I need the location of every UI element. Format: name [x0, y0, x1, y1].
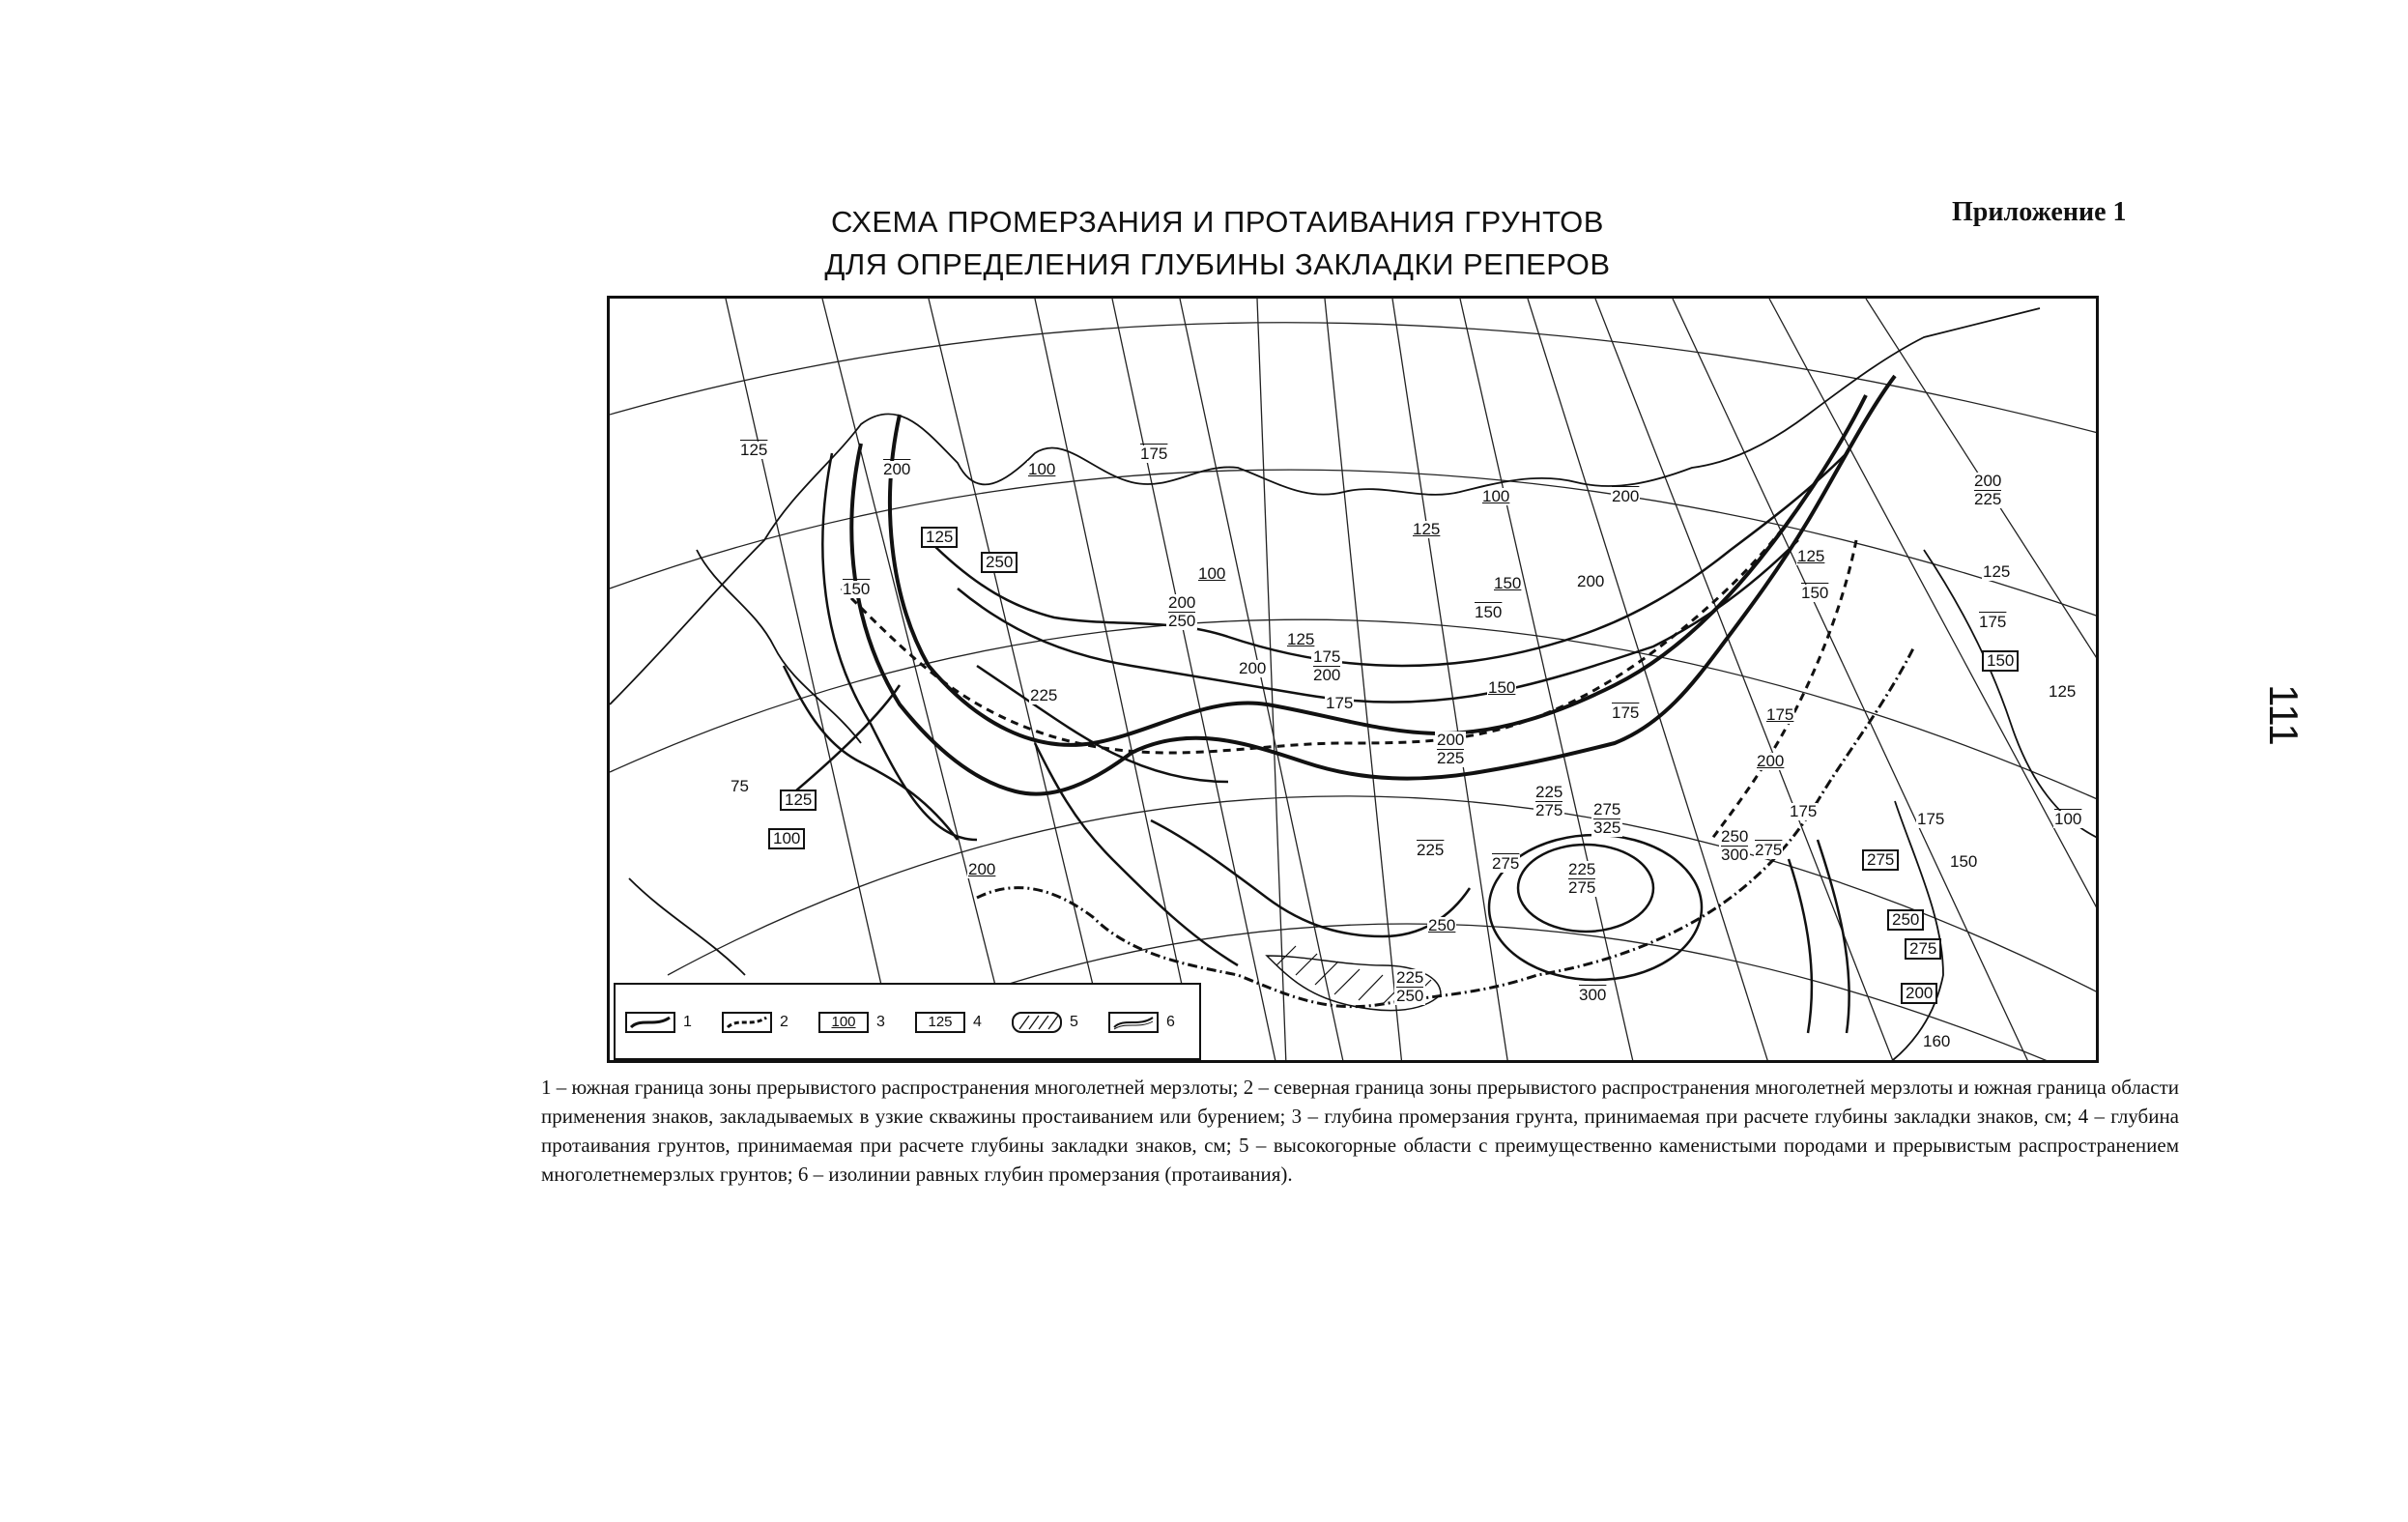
- legend-number: 2: [780, 1014, 788, 1030]
- map-label: 300: [1579, 986, 1607, 1004]
- map-fraction: [1394, 969, 1425, 1005]
- map-label: 100: [1198, 564, 1226, 583]
- map-label: 175: [1979, 613, 2007, 631]
- legend-item-5: [1012, 1010, 1078, 1035]
- legend-item-6: [1108, 1010, 1175, 1035]
- fraction-numerator: 200: [1974, 472, 2002, 490]
- fraction-denominator: 225: [1974, 490, 2002, 508]
- map-fraction: [1719, 828, 1750, 864]
- map-label: 275: [1492, 854, 1520, 873]
- map-label: 150: [1982, 650, 2019, 672]
- fraction-denominator: 300: [1721, 846, 1749, 864]
- map-label: 225: [1030, 686, 1058, 704]
- legend-number: 3: [876, 1014, 885, 1030]
- map-label: 100: [1482, 487, 1510, 505]
- map-label: 275: [1905, 938, 1941, 960]
- map-fraction: [1166, 594, 1197, 630]
- coastline: [610, 308, 2099, 1063]
- map-label: 150: [843, 580, 871, 598]
- map-label: 175: [1140, 445, 1168, 463]
- map-label: 125: [780, 790, 817, 811]
- map-label: 250: [1887, 909, 1924, 931]
- map-label: 100: [2054, 810, 2082, 828]
- legend-symbol-north-boundary: [722, 1012, 772, 1033]
- map-fraction: [1534, 784, 1564, 819]
- fraction-denominator: 275: [1568, 878, 1596, 897]
- map-label: 200: [968, 860, 996, 878]
- map-legend: [614, 983, 1201, 1060]
- legend-symbol-isoline: [1108, 1012, 1159, 1033]
- map-label: 100: [768, 828, 805, 849]
- legend-number: 4: [973, 1014, 982, 1030]
- legend-symbol-south-boundary: [625, 1012, 675, 1033]
- map-fraction: [1311, 648, 1342, 684]
- fraction-denominator: 225: [1437, 749, 1465, 767]
- title-line-1: СХЕМА ПРОМЕРЗАНИЯ И ПРОТАИВАНИЯ ГРУНТОВ: [831, 205, 1604, 239]
- fraction-denominator: 250: [1168, 612, 1196, 630]
- map-label: 225: [1417, 841, 1445, 859]
- legend-symbol-freezing-depth: 100: [818, 1012, 869, 1033]
- legend-symbol-mountain-area: [1012, 1012, 1062, 1033]
- map-label: 150: [1475, 603, 1503, 621]
- map-title: [734, 201, 1701, 286]
- page-number-text: 111: [2261, 684, 2307, 746]
- map-label: 125: [740, 441, 768, 459]
- fraction-numerator: 275: [1593, 800, 1621, 818]
- map-label: 175: [1326, 694, 1354, 712]
- map-label: 125: [1797, 547, 1825, 565]
- map-label: 150: [1494, 574, 1522, 592]
- appendix-label: Приложение 1: [1952, 197, 2127, 227]
- map-label: 275: [1755, 841, 1783, 859]
- graticule-meridians: [726, 299, 2099, 1063]
- legend-item-2: [722, 1010, 788, 1035]
- map-label: 175: [1612, 704, 1640, 722]
- map-fraction: [1566, 861, 1597, 897]
- map-label: 200: [1239, 659, 1267, 677]
- permafrost-map: [607, 296, 2099, 1063]
- map-label: 175: [1917, 810, 1945, 828]
- map-label: 125: [1413, 520, 1441, 538]
- map-label: 250: [1428, 916, 1456, 934]
- fraction-numerator: 225: [1396, 968, 1424, 987]
- fraction-denominator: 325: [1593, 818, 1621, 837]
- legend-item-1: [625, 1010, 692, 1035]
- map-fraction: [1972, 473, 2003, 508]
- legend-symbol-thawing-depth: 125: [915, 1012, 965, 1033]
- map-label: 160: [1923, 1032, 1951, 1050]
- map-label: 200: [1757, 752, 1785, 770]
- map-label: 125: [1287, 630, 1315, 648]
- fraction-numerator: 200: [1437, 731, 1465, 749]
- map-label: 200: [1577, 572, 1605, 590]
- fraction-numerator: 250: [1721, 827, 1749, 846]
- legend-item-3: [818, 1010, 885, 1035]
- map-label: 150: [1801, 584, 1829, 602]
- map-label: 175: [1790, 802, 1818, 820]
- fraction-numerator: 175: [1313, 647, 1341, 666]
- map-label: 275: [1862, 849, 1899, 871]
- graticule-parallels: [610, 323, 2099, 1063]
- legend-number: 6: [1166, 1014, 1175, 1030]
- map-label: 125: [921, 527, 958, 548]
- map-drawing: [610, 299, 2099, 1063]
- map-label: 200: [883, 460, 911, 478]
- map-label: 175: [1766, 705, 1794, 724]
- legend-item-4: [915, 1010, 982, 1035]
- map-fraction: [1435, 732, 1466, 767]
- legend-caption: 1 – южная граница зоны прерывистого распространения многолетней мерзлоты; 2 – северная граница зоны прерывистого распространения многолетней мерзлоты и южная граница области применения знаков, закладываемых в узкие скважины простаиванием или бурением; 3 – глубина промерзания грунта, принимаемая при расчете глубины закладки знаков, см; 4 – глубина протаивания грунтов, принимаемая при расчете глубины закладки знаков, см; 5 – высокогорные области с преимущественно каменистыми породами и прерывистым распространением многолетнемерзлых грунтов; 6 – изолинии равных глубин промерзания (протаивания).: [541, 1076, 2179, 1186]
- map-label: 200: [1612, 487, 1640, 505]
- map-label: 150: [1950, 852, 1978, 871]
- map-label: 125: [1983, 562, 2011, 581]
- map-label: 250: [981, 552, 1018, 573]
- map-fraction: [1591, 801, 1622, 837]
- map-label: 125: [2049, 682, 2077, 701]
- map-label: 75: [731, 777, 749, 795]
- page-number: [2256, 676, 2310, 754]
- map-label: 150: [1488, 678, 1516, 697]
- fraction-denominator: 250: [1396, 987, 1424, 1005]
- map-label: 200: [1901, 983, 1937, 1004]
- fraction-numerator: 225: [1568, 860, 1596, 878]
- legend-number: 5: [1070, 1014, 1078, 1030]
- fraction-numerator: 200: [1168, 593, 1196, 612]
- title-line-2: ДЛЯ ОПРЕДЕЛЕНИЯ ГЛУБИНЫ ЗАКЛАДКИ РЕПЕРОВ: [824, 247, 1611, 281]
- map-label: 100: [1028, 460, 1056, 478]
- fraction-numerator: 225: [1535, 783, 1563, 801]
- fraction-denominator: 275: [1535, 801, 1563, 819]
- fraction-denominator: 200: [1313, 666, 1341, 684]
- legend-number: 1: [683, 1014, 692, 1030]
